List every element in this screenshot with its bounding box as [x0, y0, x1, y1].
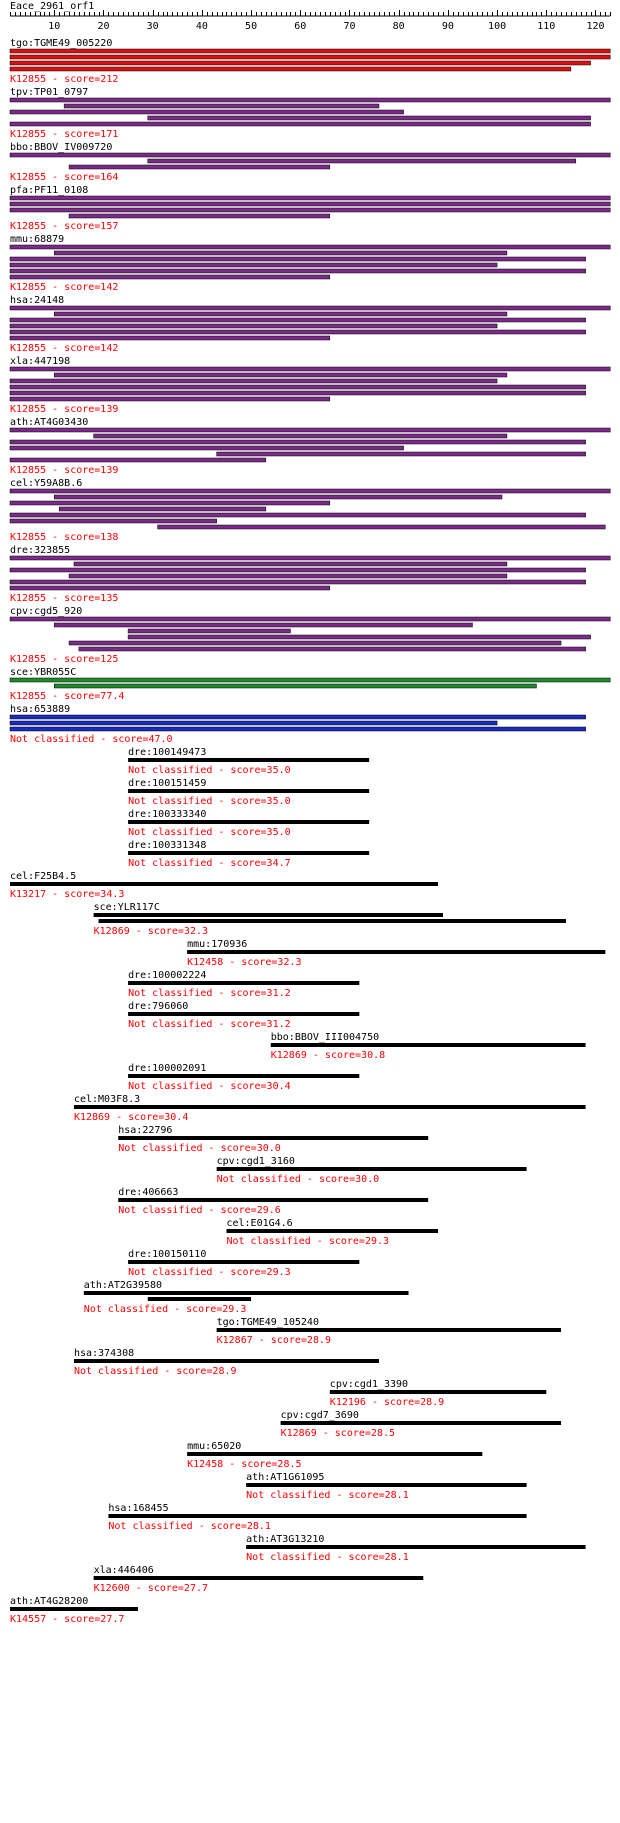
alignment-bar[interactable] [217, 452, 586, 456]
hit-label[interactable]: hsa:168455 [108, 1503, 169, 1514]
hit-group [10, 142, 610, 183]
alignment-bar[interactable] [10, 257, 586, 261]
alignment-bar[interactable] [10, 336, 330, 340]
alignment-bar[interactable] [10, 208, 610, 212]
hit-group [10, 234, 610, 293]
hit-group [217, 1156, 527, 1185]
hit-label[interactable]: tpv:TP01_0797 [10, 87, 89, 98]
hit-score[interactable]: Not classified - score=31.2 [128, 988, 291, 999]
hit-score[interactable]: K12196 - score=28.9 [329, 1397, 445, 1408]
ruler-tick-label: 90 [441, 21, 454, 32]
alignment-bar[interactable] [10, 318, 586, 322]
alignment-bar[interactable] [10, 67, 571, 71]
alignment-bar[interactable] [128, 1012, 359, 1016]
hit-label[interactable]: xla:446406 [93, 1565, 154, 1576]
hit-label[interactable]: cpv:cgd1_3160 [216, 1156, 295, 1167]
alignment-bar[interactable] [74, 1105, 586, 1109]
ruler-tick-label: 100 [488, 21, 507, 32]
hit-label[interactable]: tgo:TGME49_105240 [216, 1317, 319, 1328]
hit-label[interactable]: dre:100150110 [128, 1249, 207, 1260]
alignment-bar[interactable] [330, 1390, 546, 1394]
hit-label[interactable]: xla:447198 [10, 356, 71, 367]
alignment-bar[interactable] [148, 116, 591, 120]
alignment-bar[interactable] [10, 715, 586, 719]
hit-label[interactable]: hsa:653889 [10, 704, 71, 715]
hit-score[interactable]: K12458 - score=32.3 [187, 957, 302, 968]
alignment-bar[interactable] [10, 1607, 138, 1611]
hit-score[interactable]: K12869 - score=30.4 [73, 1112, 189, 1123]
alignment-bar[interactable] [10, 269, 586, 273]
hit-group [74, 1094, 586, 1123]
hit-group [10, 545, 610, 604]
ruler-tick-label: 10 [48, 21, 61, 32]
alignment-bar[interactable] [281, 1421, 561, 1425]
hit-score[interactable]: Not classified - score=29.3 [128, 1267, 291, 1278]
alignment-bar[interactable] [128, 851, 369, 855]
alignment-bar[interactable] [54, 623, 472, 627]
alignment-bar[interactable] [10, 513, 586, 517]
alignment-bar[interactable] [10, 446, 404, 450]
alignment-bar[interactable] [10, 245, 610, 249]
hit-group [226, 1218, 438, 1247]
alignment-bar[interactable] [54, 495, 502, 499]
alignment-bar[interactable] [69, 641, 561, 645]
hit-group [10, 667, 610, 702]
hit-label[interactable]: bbo:BBOV_III004750 [270, 1032, 380, 1043]
hit-label[interactable]: sce:YBR055C [10, 667, 77, 678]
hit-score[interactable]: Not classified - score=47.0 [10, 734, 173, 745]
alignment-bar[interactable] [54, 373, 507, 377]
alignment-bar[interactable] [128, 635, 590, 639]
alignment-bar[interactable] [10, 397, 330, 401]
alignment-bar[interactable] [54, 312, 507, 316]
ruler-tick-label: 40 [195, 21, 208, 32]
alignment-bar[interactable] [74, 562, 507, 566]
hit-score[interactable]: Not classified - score=29.3 [226, 1236, 390, 1247]
hit-score[interactable]: Not classified - score=34.7 [128, 858, 291, 869]
hit-label[interactable]: sce:YLR117C [93, 902, 160, 913]
hit-label[interactable]: dre:100002091 [128, 1063, 207, 1074]
hit-label[interactable]: cel:F25B4.5 [10, 871, 77, 882]
alignment-bar[interactable] [10, 428, 610, 432]
hit-label[interactable]: dre:100149473 [128, 747, 207, 758]
alignment-bar[interactable] [246, 1483, 526, 1487]
hit-group [271, 1032, 586, 1061]
hit-score[interactable]: Not classified - score=28.9 [73, 1366, 237, 1377]
hit-group [246, 1472, 526, 1501]
hit-group [246, 1534, 585, 1563]
alignment-bar[interactable] [10, 617, 610, 621]
alignment-bar[interactable] [10, 440, 586, 444]
hit-score[interactable]: Not classified - score=31.2 [128, 1019, 291, 1030]
hit-label[interactable]: dre:100151459 [128, 778, 207, 789]
alignment-bar[interactable] [226, 1229, 438, 1233]
alignment-bar[interactable] [10, 367, 610, 371]
hit-group [118, 1125, 428, 1154]
hit-label[interactable]: dre:406663 [118, 1187, 179, 1198]
hit-score[interactable]: Not classified - score=35.0 [128, 796, 291, 807]
hit-label[interactable]: dre:100333340 [128, 809, 207, 820]
alignment-bar[interactable] [128, 758, 369, 762]
hit-score[interactable]: Not classified - score=29.3 [83, 1304, 247, 1315]
alignment-bar[interactable] [94, 1576, 424, 1580]
alignment-bar[interactable] [64, 104, 379, 108]
hit-score[interactable]: K12855 - score=125 [10, 654, 119, 665]
hit-group [94, 1565, 424, 1594]
alignment-bar[interactable] [10, 379, 497, 383]
alignment-bar[interactable] [10, 306, 610, 310]
hit-score[interactable]: Not classified - score=28.1 [108, 1521, 271, 1532]
alignment-bar[interactable] [118, 1136, 428, 1140]
alignment-bar[interactable] [10, 501, 330, 505]
hit-group [10, 1596, 138, 1625]
hit-label[interactable]: hsa:374308 [73, 1348, 135, 1359]
hit-score[interactable]: K12855 - score=135 [10, 593, 119, 604]
hit-score[interactable]: K12855 - score=212 [10, 74, 119, 85]
alignment-bar[interactable] [99, 919, 566, 923]
hit-group [94, 902, 566, 937]
alignment-bar[interactable] [10, 568, 586, 572]
alignment-bar[interactable] [128, 789, 369, 793]
ruler-tick-label: 20 [97, 21, 110, 32]
hit-score[interactable]: K12855 - score=171 [10, 129, 119, 140]
hit-group [10, 38, 610, 85]
alignment-bar[interactable] [69, 165, 330, 169]
hit-group [128, 1063, 359, 1092]
alignment-bar[interactable] [10, 678, 610, 682]
alignment-bar[interactable] [59, 507, 266, 511]
hit-score[interactable]: K12458 - score=28.5 [187, 1459, 302, 1470]
hit-label[interactable]: cpv:cgd7_3690 [280, 1410, 359, 1421]
hit-score[interactable]: K12855 - score=164 [10, 172, 119, 183]
hit-score[interactable]: K12855 - score=138 [10, 532, 119, 543]
alignment-bar[interactable] [10, 580, 586, 584]
hit-score[interactable]: K12869 - score=32.3 [93, 926, 209, 937]
alignment-bar[interactable] [10, 385, 586, 389]
hit-label[interactable]: cel:Y59A8B.6 [10, 478, 83, 489]
alignment-bar[interactable] [148, 159, 576, 163]
hit-group [128, 970, 359, 999]
hit-score[interactable]: Not classified - score=30.0 [216, 1174, 380, 1185]
alignment-bar[interactable] [10, 122, 591, 126]
hit-score[interactable]: K12855 - score=139 [10, 404, 119, 415]
hit-label[interactable]: dre:796060 [128, 1001, 189, 1012]
position-ruler [10, 10, 611, 32]
alignment-bar[interactable] [94, 913, 443, 917]
hit-score[interactable]: K12867 - score=28.9 [216, 1335, 332, 1346]
alignment-bar[interactable] [84, 1291, 409, 1295]
hit-group [118, 1187, 428, 1216]
alignment-bar[interactable] [128, 1260, 359, 1264]
hit-score[interactable]: K12869 - score=28.5 [280, 1428, 395, 1439]
alignment-bar[interactable] [10, 391, 586, 395]
alignment-bar[interactable] [128, 820, 369, 824]
hit-score[interactable]: Not classified - score=35.0 [128, 827, 291, 838]
hit-group [128, 1001, 359, 1030]
query-title: Eace_2961_orf1 [10, 1, 95, 12]
alignment-bar[interactable] [54, 684, 536, 688]
hit-score[interactable]: K12855 - score=77.4 [10, 691, 125, 702]
alignment-bar[interactable] [128, 1074, 359, 1078]
hit-label[interactable]: dre:323855 [10, 545, 71, 556]
hit-score[interactable]: Not classified - score=28.1 [246, 1490, 409, 1501]
alignment-bar[interactable] [69, 214, 330, 218]
alignment-bar[interactable] [187, 1452, 482, 1456]
hit-group [108, 1503, 526, 1532]
hit-label[interactable]: dre:100002224 [128, 970, 207, 981]
alignment-bar[interactable] [10, 55, 610, 59]
hit-score[interactable]: K14557 - score=27.7 [10, 1614, 125, 1625]
hit-label[interactable]: hsa:22796 [118, 1125, 173, 1136]
alignment-bar[interactable] [10, 98, 610, 102]
hit-score[interactable]: K12855 - score=157 [10, 221, 119, 232]
hit-group [128, 1249, 359, 1278]
alignment-bar[interactable] [10, 263, 497, 267]
alignment-bar[interactable] [10, 330, 586, 334]
hit-label[interactable]: ath:AT4G03430 [10, 417, 89, 428]
hit-label[interactable]: cel:M03F8.3 [73, 1094, 141, 1105]
hit-group [217, 1317, 561, 1346]
ruler-tick-label: 60 [294, 21, 307, 32]
alignment-bar[interactable] [69, 574, 507, 578]
ruler-tick-label: 30 [146, 21, 159, 32]
hit-group [10, 417, 610, 476]
hit-group [187, 939, 605, 968]
alignment-bar[interactable] [10, 458, 266, 462]
hit-label[interactable]: ath:AT4G28200 [10, 1596, 89, 1607]
hit-score[interactable]: K12600 - score=27.7 [93, 1583, 209, 1594]
alignment-bar[interactable] [118, 1198, 428, 1202]
alignment-bar[interactable] [10, 586, 330, 590]
alignment-bar[interactable] [158, 525, 606, 529]
ruler-tick-label: 110 [537, 21, 556, 32]
alignment-bar[interactable] [10, 196, 610, 200]
hit-label[interactable]: dre:100331348 [128, 840, 207, 851]
hit-group [128, 747, 369, 776]
ruler-tick-label: 120 [586, 21, 605, 32]
hit-label[interactable]: cpv:cgd1_3390 [329, 1379, 409, 1390]
hit-group [10, 295, 610, 354]
hit-label[interactable]: tgo:TGME49_005220 [10, 38, 113, 49]
alignment-bar[interactable] [10, 153, 610, 157]
hit-group [10, 87, 610, 140]
hit-score[interactable]: Not classified - score=30.4 [128, 1081, 291, 1092]
alignment-bar[interactable] [10, 61, 591, 65]
hit-label[interactable]: cpv:cgd5_920 [10, 606, 83, 617]
alignment-bar[interactable] [10, 489, 610, 493]
hit-score[interactable]: K13217 - score=34.3 [10, 889, 125, 900]
hit-label[interactable]: ath:AT3G13210 [246, 1534, 325, 1545]
alignment-bar[interactable] [128, 629, 290, 633]
hit-score[interactable]: Not classified - score=30.0 [118, 1143, 281, 1154]
alignment-bar[interactable] [217, 1167, 527, 1171]
alignment-bar[interactable] [10, 202, 610, 206]
hit-group [10, 356, 610, 415]
hit-score[interactable]: Not classified - score=28.1 [246, 1552, 409, 1563]
hit-label[interactable]: mmu:65020 [187, 1441, 242, 1452]
hit-group [10, 185, 610, 232]
alignment-bar[interactable] [54, 251, 507, 255]
hit-group [330, 1379, 546, 1408]
alignment-bar[interactable] [74, 1359, 379, 1363]
ruler-tick-label: 80 [392, 21, 405, 32]
alignment-bar[interactable] [271, 1043, 586, 1047]
hit-label[interactable]: bbo:BBOV_IV009720 [10, 142, 113, 153]
hit-group [10, 478, 610, 543]
alignment-bar[interactable] [10, 110, 404, 114]
alignment-bar[interactable] [217, 1328, 561, 1332]
hit-score[interactable]: K12855 - score=142 [10, 343, 119, 354]
alignment-bar[interactable] [10, 556, 610, 560]
alignment-bar[interactable] [128, 981, 359, 985]
alignment-bar[interactable] [94, 434, 507, 438]
hit-label[interactable]: ath:AT2G39580 [83, 1280, 163, 1291]
hit-score[interactable]: Not classified - score=29.6 [118, 1205, 281, 1216]
hit-group [84, 1280, 409, 1315]
hit-group [281, 1410, 561, 1439]
hit-label[interactable]: ath:AT1G61095 [246, 1472, 325, 1483]
hit-score[interactable]: Not classified - score=35.0 [128, 765, 291, 776]
hit-group [10, 606, 610, 665]
hit-group [187, 1441, 482, 1470]
hit-group [128, 778, 369, 807]
alignment-bar[interactable] [10, 721, 497, 725]
alignment-bar[interactable] [10, 882, 438, 886]
hit-group [128, 809, 369, 838]
hit-label[interactable]: pfa:PF11_0108 [10, 185, 89, 196]
alignment-bar[interactable] [79, 647, 586, 651]
hit-score[interactable]: K12855 - score=142 [10, 282, 119, 293]
hit-label[interactable]: mmu:170936 [187, 939, 248, 950]
hit-score[interactable]: K12869 - score=30.8 [270, 1050, 386, 1061]
alignment-bar[interactable] [246, 1545, 585, 1549]
hit-score[interactable]: K12855 - score=139 [10, 465, 119, 476]
alignment-bar[interactable] [187, 950, 605, 954]
alignment-bar[interactable] [148, 1297, 251, 1301]
hit-group [10, 871, 438, 900]
ruler-tick-label: 70 [343, 21, 356, 32]
alignment-bar[interactable] [10, 727, 586, 731]
ruler-tick-label: 50 [245, 21, 258, 32]
hit-label[interactable]: hsa:24148 [10, 295, 65, 306]
alignment-bar[interactable] [10, 519, 217, 523]
alignment-bar[interactable] [108, 1514, 526, 1518]
alignment-bar[interactable] [10, 49, 610, 53]
hit-list [10, 38, 610, 1625]
alignment-bar[interactable] [10, 275, 330, 279]
alignment-bar[interactable] [10, 324, 497, 328]
hit-group [10, 704, 586, 745]
hit-label[interactable]: cel:E01G4.6 [226, 1218, 293, 1229]
hit-group [74, 1348, 379, 1377]
hit-label[interactable]: mmu:68879 [10, 234, 65, 245]
hit-group [128, 840, 369, 869]
